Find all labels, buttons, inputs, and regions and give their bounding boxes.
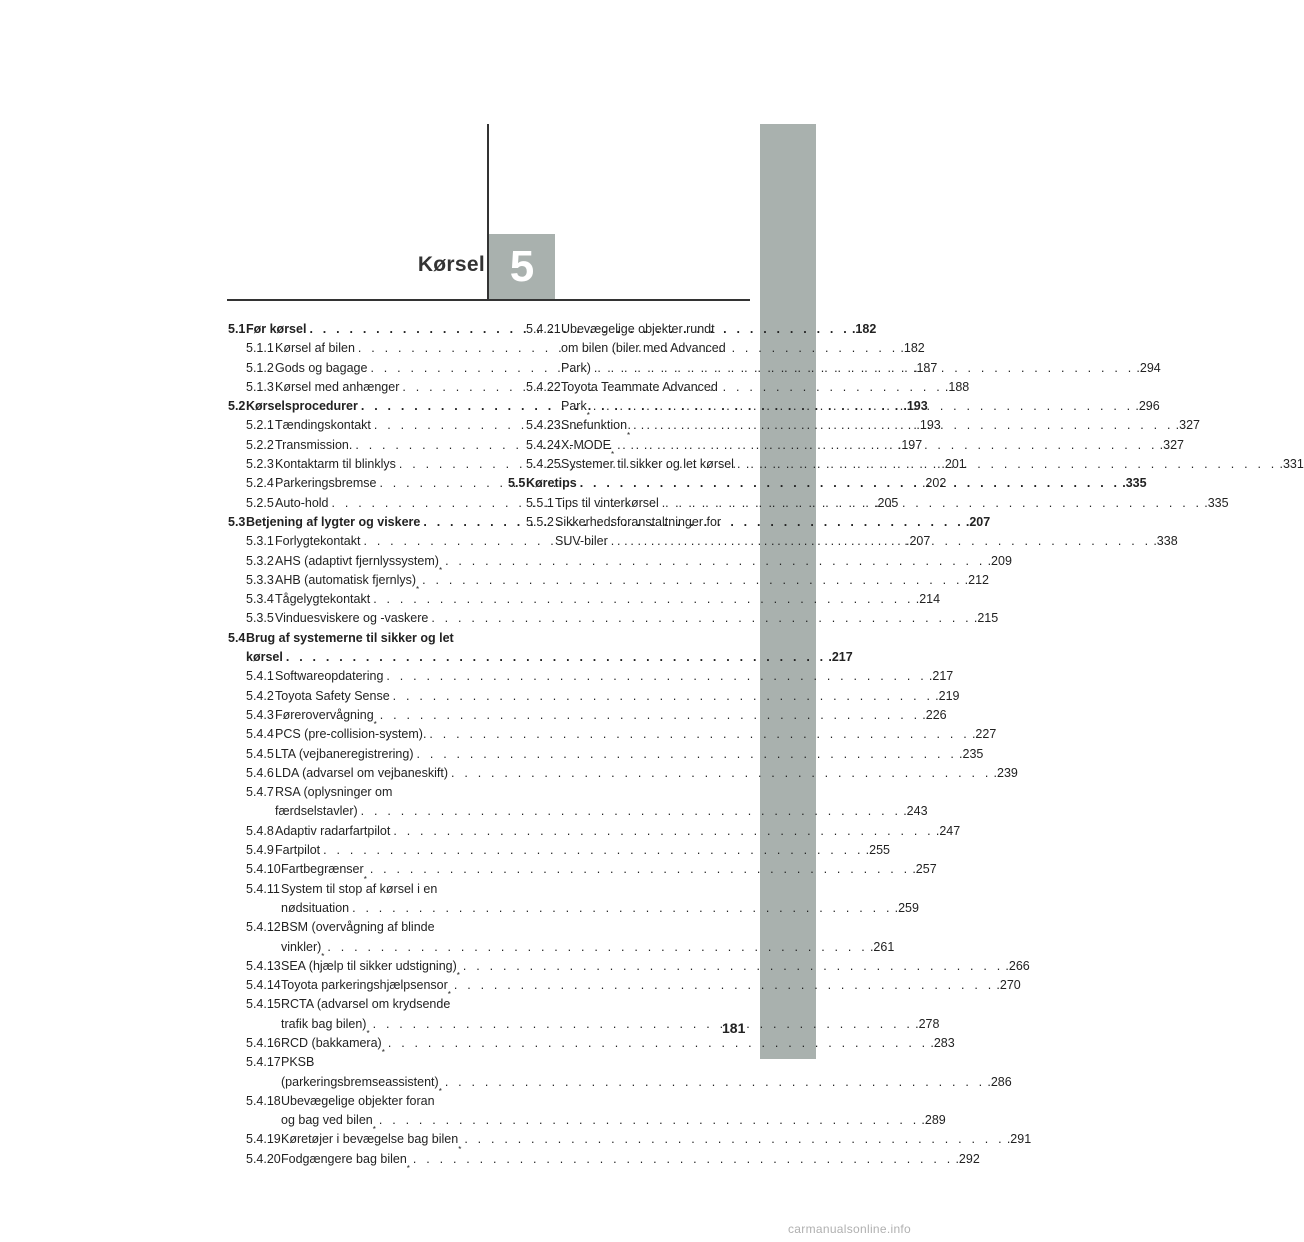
toc-entry-page: .278 (915, 1016, 940, 1031)
toc-entry-page: .193 (903, 399, 928, 414)
toc-entry-title-continued: Park (561, 399, 587, 414)
leader-dots (428, 609, 972, 628)
toc-entry-number: 5.4.14 (246, 978, 281, 993)
toc-entry[interactable] (228, 783, 928, 822)
toc-entry-number: 5.4.9 (246, 843, 274, 858)
toc-entry-number: 5.4.15 (246, 997, 281, 1012)
toc-entry-title: Softwareopdatering (275, 669, 384, 684)
leader-dots (451, 976, 995, 995)
toc-entry-number: 5.4.12 (246, 920, 281, 935)
toc-entry-title-continued: kørsel (246, 650, 283, 665)
toc-entry-page: .193 (916, 418, 941, 433)
toc-entry-title-continued: trafik bag bilen) (281, 1016, 367, 1031)
toc-entry-page: .327 (1159, 437, 1184, 452)
leader-dots (419, 571, 963, 590)
toc-entry-page: .283 (930, 1035, 955, 1050)
toc-entry-page: .335 (1122, 476, 1147, 491)
toc-entry-title: PKSB (281, 1055, 315, 1070)
toc-entry-title: AHS (adaptivt fjernlyssystem) (275, 553, 439, 568)
toc-entry-number: 5.4.1 (246, 669, 274, 684)
toc-entry-number: 5.1 (228, 322, 246, 336)
toc-entry-page: .327 (1175, 418, 1201, 433)
toc-entry-title-continued: Park) (561, 360, 591, 375)
toc-entry-page: .201 (941, 457, 966, 472)
page-number: 181 (722, 1020, 746, 1036)
toc-entry[interactable]: 5.4.3 Førerovervågning * . . . .226 (228, 706, 468, 725)
toc-entry-number: 5.5.1 (526, 495, 554, 510)
toc-entry-title: Kontaktarm til blinklys (275, 457, 396, 472)
toc-entry-title: SEA (hjælp til sikker udstigning) (281, 958, 457, 973)
chapter-number-box (489, 234, 555, 299)
toc-entry-title: Kørsel af bilen (275, 341, 355, 356)
toc-entry-title: Tågelygtekontakt (275, 592, 371, 607)
toc-entry-number: 5.2 (228, 399, 246, 414)
toc-entry-title: Toyota parkeringshjælpsensor (281, 978, 448, 993)
toc-entry-number: 5.5.2 (526, 514, 554, 529)
toc-entry-title: LTA (vejbaneregistrering) (275, 746, 414, 761)
toc-entry[interactable]: 5.4.20 Fodgængere bag bilen * . . . .292 (228, 1150, 468, 1169)
toc-entry[interactable]: 5.4.22 Toyota Teammate Advanced Park * . . . .296 (508, 378, 752, 417)
toc-entry-title: Fodgængere bag bilen (281, 1151, 407, 1166)
toc-entry-number: 5.2.4 (246, 476, 274, 491)
toc-entry[interactable]: 5.4.23 Snefunktion * . . . .327 (508, 416, 752, 435)
leader-dots (367, 860, 911, 879)
toc-entry-page: .294 (1136, 360, 1161, 375)
toc-entry[interactable]: 5.4.12 BSM (overvågning af blinde vinkler) * . . . .261 (228, 918, 468, 957)
leader-dots (370, 1015, 914, 1034)
toc-entry-title: Snefunktion (561, 418, 628, 433)
toc-entry-page: .227 (971, 727, 997, 742)
toc-entry-title: Tændingskontakt (275, 418, 371, 433)
toc-entry-title: Toyota Safety Sense (275, 688, 390, 703)
toc-entry-title: RCD (bakkamera) (281, 1035, 382, 1050)
toc-entry[interactable] (228, 629, 853, 668)
toc-entry-number: 5.1.2 (246, 360, 274, 375)
toc-entry-title: Ubevægelige objekter rundt (561, 322, 715, 336)
toc-entry[interactable] (228, 880, 919, 919)
chapter-number: 5 (509, 241, 535, 291)
toc-entry[interactable]: 5.4.19 Køretøjer i bevægelse bag bilen * . . . .291 (228, 1130, 468, 1149)
toc-entry-number: 5.4.13 (246, 958, 281, 973)
toc-entry-number: 5.4.20 (246, 1151, 281, 1166)
toc-entry-page: .261 (869, 939, 895, 954)
leader-dots (461, 1130, 1005, 1149)
leader-dots (577, 474, 1121, 493)
leader-dots (283, 648, 827, 667)
toc-entry-number: 5.3.5 (246, 611, 274, 626)
toc-entry-page: .226 (922, 707, 947, 722)
toc-entry-page: .286 (987, 1074, 1012, 1089)
leader-dots (320, 841, 864, 860)
toc-entry-title: LDA (advarsel om vejbaneskift) (275, 765, 448, 780)
toc-entry-title: Kørsel med anhænger (275, 379, 400, 394)
toc-entry-number: 5.3 (228, 514, 246, 529)
toc-entry-page: .289 (921, 1113, 946, 1128)
toc-entry-title: Køretøjer i bevægelse bag bilen (281, 1132, 459, 1147)
toc-entry-page: .243 (903, 804, 928, 819)
leader-dots (659, 494, 1203, 513)
toc-entry-title: System til stop af kørsel i en (281, 881, 438, 896)
toc-entry[interactable]: 5.3.2 AHS (adaptivt fjernlyssystem) * . . . .209 (228, 552, 468, 571)
toc-entry-number: 5.2.5 (246, 495, 274, 510)
toc-entry-number: 5.4.21 (526, 322, 561, 336)
leader-dots (358, 802, 902, 821)
toc-entry-title-continued: om bilen (biler med Advanced (561, 341, 726, 356)
toc-entry-page: .259 (894, 900, 919, 915)
toc-entry-title: RCTA (advarsel om krydsende (281, 997, 451, 1012)
toc-entry-title: Før kørsel (246, 322, 307, 336)
leader-dots (410, 1150, 954, 1169)
toc-entry[interactable]: 5.4.17 PKSB (parkeringsbremseassistent) * . . . .286 (228, 1053, 468, 1092)
toc-entry-number: 5.4.3 (246, 707, 274, 722)
toc-entry-page: .188 (944, 379, 970, 394)
toc-entry-number: 5.1.3 (246, 379, 274, 394)
toc-entry-number: 5.3.4 (246, 592, 274, 607)
toc-entry-page: .270 (996, 978, 1021, 993)
toc-entry[interactable]: 5.4.18 Ubevægelige objekter foran og bag ved bilen * . . . .289 (228, 1092, 468, 1131)
toc-entry-title: RSA (oplysninger om (275, 785, 393, 800)
toc-entry-page: .331 (1279, 457, 1304, 472)
toc-entry-page: .217 (928, 669, 954, 684)
toc-entry-number: 5.3.1 (246, 534, 274, 549)
toc-entry-page: .219 (935, 688, 960, 703)
leader-dots (442, 552, 986, 571)
toc-entry-number: 5.4.2 (246, 688, 274, 703)
toc-entry-page: .182 (851, 322, 877, 336)
toc-entry-title: PCS (pre-collision-system). (275, 727, 427, 742)
toc-entry-title: Systemer til sikker og let kørsel (561, 457, 734, 472)
leader-dots (426, 725, 970, 744)
toc-entry-number: 5.4.11 (246, 881, 280, 896)
toc-entry-title-continued: SUV-biler (555, 534, 608, 549)
toc-entry-title: Sikkerhedsforanstaltninger for (555, 514, 722, 529)
toc-entry-page: .292 (955, 1151, 980, 1166)
toc-entry-number: 5.2.3 (246, 457, 274, 472)
toc-entry-page: .239 (993, 765, 1018, 780)
toc-entry-number: 5.4.19 (246, 1132, 281, 1147)
leader-dots (591, 359, 1135, 378)
toc-entry-page: .205 (874, 495, 899, 510)
toc-entry[interactable] (228, 687, 960, 706)
toc-entry-title-continued: vinkler) (281, 939, 322, 954)
toc-entry-title: Kørselsprocedurer (246, 399, 358, 414)
toc-entry[interactable] (228, 725, 997, 744)
toc-entry[interactable] (228, 822, 961, 841)
toc-entry-number: 5.4.6 (246, 765, 274, 780)
toc-entry-number: 5.3.2 (246, 553, 274, 568)
toc-entry-title: Førerovervågning (275, 707, 374, 722)
toc-entry-page: .212 (964, 572, 989, 587)
toc-entry[interactable]: 5.4.24 X-MODE * . . . .327 (508, 436, 752, 455)
toc-entry-page: .197 (897, 437, 923, 452)
leader-dots (442, 1073, 986, 1092)
leader-dots (630, 416, 1174, 435)
toc-entry-title: Fartpilot (275, 843, 321, 858)
toc-entry-number: 5.4.4 (246, 727, 274, 742)
toc-entry-page: .214 (915, 592, 941, 607)
toc-entry-number: 5.4.16 (246, 1035, 281, 1050)
toc-entry-number: 5.5 (508, 476, 526, 491)
toc-entry[interactable] (228, 590, 941, 609)
toc-entry-number: 5.4 (228, 630, 246, 645)
toc-entry-title: Forlygtekontakt (275, 534, 361, 549)
toc-entry-title-continued: (parkeringsbremseassistent) (281, 1074, 439, 1089)
toc-entry-page: .207 (905, 534, 931, 549)
toc-entry-title: Fartbegrænser (281, 862, 364, 877)
toc-entry-number: 5.4.5 (246, 746, 274, 761)
toc-entry-page: .202 (921, 476, 947, 491)
leader-dots (383, 667, 927, 686)
toc-entry-number: 5.4.22 (526, 379, 561, 394)
toc-entry-page: .182 (900, 341, 925, 356)
toc-entry-title: Tips til vinterkørsel (555, 495, 659, 510)
toc-entry-page: .215 (973, 611, 999, 626)
toc-entry[interactable]: 5.4.14 Toyota parkeringshjælpsensor * . . . .270 (228, 976, 468, 995)
watermark: carmanualsonline.info (788, 1222, 912, 1236)
toc-entry-page: .217 (828, 650, 853, 665)
chapter-title: Kørsel (417, 253, 485, 276)
toc-entry-title-continued: færdselstavler) (275, 804, 358, 819)
toc-entry-page: .296 (1135, 399, 1160, 414)
toc-entry-title: Gods og bagage (275, 360, 368, 375)
leader-dots (614, 436, 1158, 455)
leader-dots (414, 745, 958, 764)
toc-entry-title: Transmission. (275, 437, 353, 452)
toc-entry-page: .266 (1005, 958, 1030, 973)
toc-entry-number: 5.4.10 (246, 862, 281, 877)
toc-entry-title: BSM (overvågning af blinde (281, 920, 435, 935)
leader-dots (349, 899, 893, 918)
toc-entry-number: 5.4.18 (246, 1093, 281, 1108)
toc-entry-title: Betjening af lygter og viskere (246, 514, 421, 529)
leader-dots (460, 957, 1004, 976)
toc-entry-title: Parkeringsbremse (275, 476, 377, 491)
toc-entry-number: 5.2.1 (246, 418, 274, 433)
leader-dots (608, 532, 1152, 551)
toc-entry-number: 5.1.1 (246, 341, 274, 356)
toc-entry[interactable]: 5.4.16 RCD (bakkamera) * . . . .283 (228, 1034, 468, 1053)
toc-entry-title-continued: og bag ved bilen (281, 1113, 373, 1128)
toc-entry-title: Køretips (526, 476, 577, 491)
toc-entry-page: .338 (1153, 534, 1178, 549)
toc-entry-number: 5.4.24 (526, 437, 561, 452)
toc-entry-number: 5.4.25 (526, 457, 561, 472)
toc-entry-title: Toyota Teammate Advanced (561, 379, 718, 394)
toc-entry[interactable] (228, 667, 954, 686)
toc-entry[interactable] (228, 764, 1018, 783)
toc-entry[interactable] (228, 745, 984, 764)
toc-entry-page: .291 (1006, 1132, 1032, 1147)
leader-dots (376, 1111, 920, 1130)
toc-entry[interactable]: 5.4.13 SEA (hjælp til sikker udstigning) * . . . .266 (228, 957, 468, 976)
toc-entry-page: .257 (912, 862, 937, 877)
toc-entry-page: .335 (1204, 495, 1229, 510)
toc-entry-title: Brug af systemerne til sikker og let (246, 630, 454, 645)
leader-dots (377, 706, 921, 725)
toc-entry-number: 5.2.2 (246, 437, 274, 452)
leader-dots (324, 938, 868, 957)
toc-entry[interactable]: 5.3.3 AHB (automatisk fjernlys) * . . . .212 (228, 571, 468, 590)
toc-entry-title: Adaptiv radarfartpilot (275, 823, 391, 838)
toc-entry-number: 5.4.7 (246, 785, 274, 800)
toc-entry-page: .207 (965, 514, 991, 529)
toc-entry-title: Ubevægelige objekter foran (281, 1093, 435, 1108)
toc-entry-title: Auto-hold (275, 495, 329, 510)
toc-entry-title: AHB (automatisk fjernlys) (275, 572, 417, 587)
toc-entry-title: X-MODE (561, 437, 611, 452)
toc-entry-title: Vinduesviskere og -vaskere (275, 611, 429, 626)
toc-entry-number: 5.4.23 (526, 418, 561, 433)
toc-entry[interactable]: 5.4.15 RCTA (advarsel om krydsende trafik bag bilen) * . . . .278 (228, 995, 468, 1034)
toc-entry-number: 5.4.17 (246, 1055, 281, 1070)
leader-dots (385, 1034, 929, 1053)
toc-entry[interactable] (228, 609, 999, 628)
toc-entry-number: 5.4.8 (246, 823, 274, 838)
leader-dots (734, 455, 1278, 474)
toc-entry[interactable]: 5.4.10 Fartbegrænser * . . . .257 (228, 860, 468, 879)
leader-dots (448, 764, 992, 783)
toc-entry-page: .235 (959, 746, 984, 761)
toc-entry-number: 5.3.3 (246, 572, 274, 587)
toc-entry-page: .209 (987, 553, 1012, 568)
leader-dots (590, 397, 1134, 416)
leader-dots (390, 822, 934, 841)
toc-entry-page: .187 (912, 360, 938, 375)
leader-dots (390, 687, 934, 706)
toc-entry-page: .247 (935, 823, 961, 838)
leader-dots (370, 590, 914, 609)
toc-entry-page: .255 (865, 843, 891, 858)
header-horizontal-rule (227, 299, 750, 301)
toc-entry[interactable] (228, 841, 891, 860)
toc-entry-title-continued: nødsituation (281, 900, 350, 915)
